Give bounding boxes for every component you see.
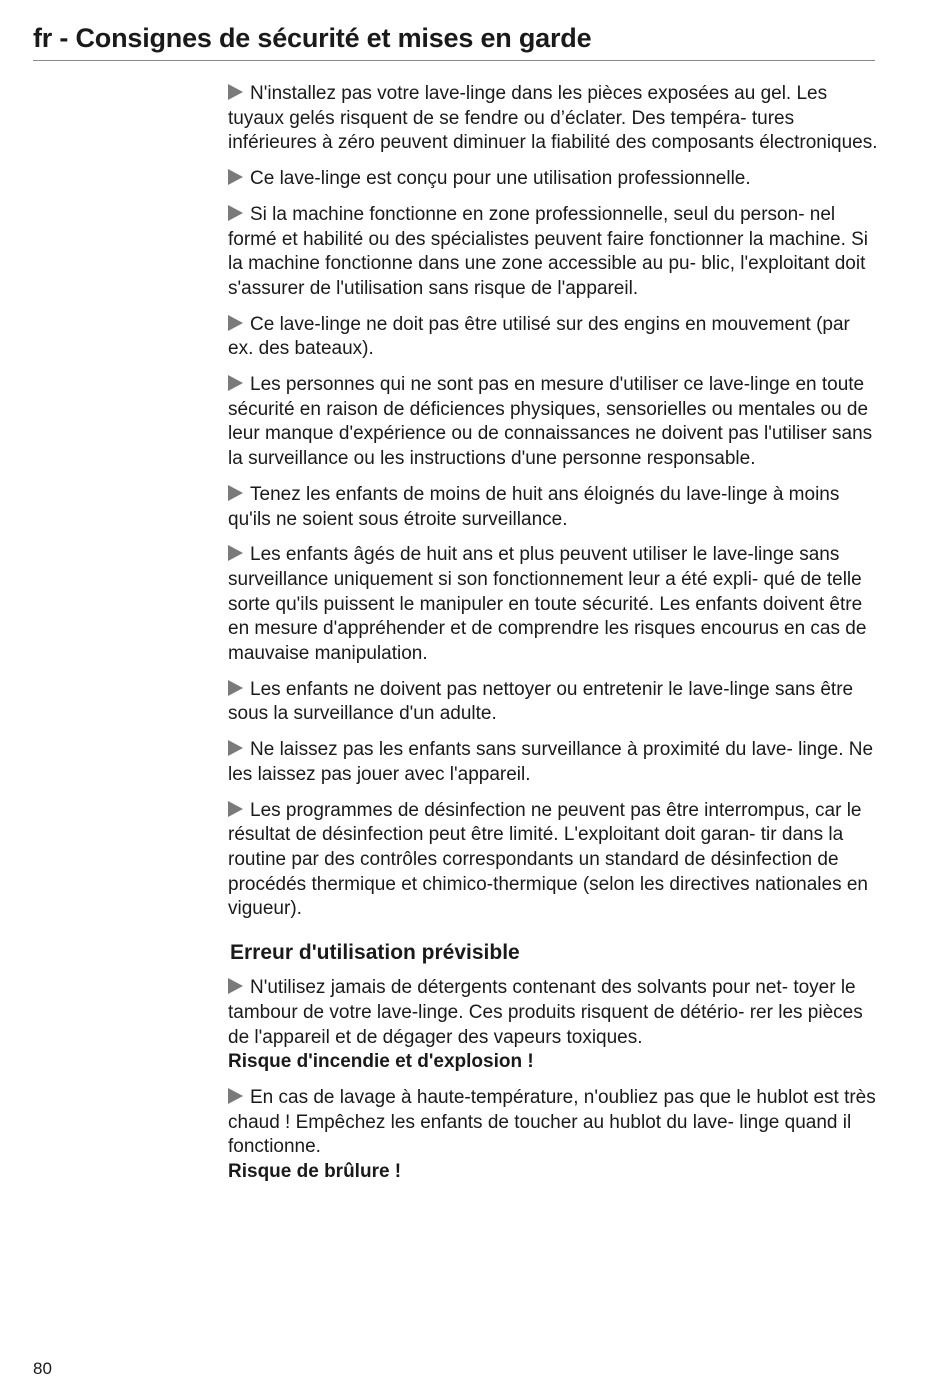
- safety-item-text: Ne laissez pas les enfants sans surveillance à proximité du lave- linge. Ne les laissez pas jouer avec l'appareil.: [228, 739, 874, 785]
- safety-item: [228, 976, 880, 1075]
- section-heading: Erreur d'utilisation prévisible: [230, 941, 520, 965]
- safety-item-text: Les personnes qui ne sont pas en mesure d'utiliser ce lave-linge en toute sécurité en raison de déficiences physiques, sensorielles ou mentales ou de leur manque d'expérience ou de connaissances ne doivent pas l'utiliser sans la surveillance ou les instructions d'une personne responsable.: [228, 374, 873, 470]
- bullet-arrow-icon: [228, 978, 243, 994]
- safety-item: [228, 799, 880, 923]
- safety-item: [228, 167, 880, 192]
- safety-item: [228, 738, 880, 787]
- safety-item: [228, 1086, 880, 1185]
- bullet-arrow-icon: [228, 1088, 243, 1104]
- bullet-arrow-icon: [228, 545, 243, 561]
- safety-item-text: Les enfants âgés de huit ans et plus peuvent utiliser le lave-linge sans surveillance uniquement si son fonctionnement leur a été expli- qué de telle sorte qu'ils puissent le manipuler en toute sécurité. Les enfants doivent être en mesure d'appréhender et de comprendre les risques encourus en cas de mauvaise manipulation.: [228, 544, 867, 665]
- safety-item-text: Les enfants ne doivent pas nettoyer ou entretenir le lave-linge sans être sous la surveillance d'un adulte.: [228, 678, 854, 725]
- safety-item: [228, 82, 880, 156]
- safety-item-text: En cas de lavage à haute-température, n'oubliez pas que le hublot est très chaud ! Empêchez les enfants de toucher au hublot du lave- linge quand il fonctionne.: [228, 1086, 876, 1158]
- safety-item-text: Ce lave-linge ne doit pas être utilisé sur des engins en mouvement (par ex. des bateaux).: [228, 313, 850, 360]
- page-number: 80: [33, 1359, 52, 1378]
- bullet-arrow-icon: [228, 205, 243, 221]
- bullet-arrow-icon: [228, 169, 243, 185]
- warning-text: Risque de brûlure !: [228, 1161, 402, 1183]
- safety-item-text: Les programmes de désinfection ne peuvent pas être interrompus, car le résultat de désinfection peut être limité. L'exploitant doit garan- tir dans la routine par des contrôles correspondants un standard de désinfection de procédés thermique et chimico-thermique (selon les directives nationales en vigueur).: [228, 799, 868, 920]
- bullet-arrow-icon: [228, 740, 243, 756]
- warning-text: Risque d'incendie et d'explosion !: [228, 1051, 534, 1073]
- safety-item: [228, 678, 880, 727]
- bullet-arrow-icon: [228, 315, 243, 331]
- document-body: [228, 82, 880, 1196]
- bullet-arrow-icon: [228, 375, 243, 391]
- bullet-arrow-icon: [228, 485, 243, 501]
- bullet-arrow-icon: [228, 801, 243, 817]
- page-title: fr - Consignes de sécurité et mises en garde: [33, 23, 592, 53]
- safety-item: [228, 203, 880, 302]
- safety-item-text: Si la machine fonctionne en zone professionnelle, seul du person- nel formé et habilité ou des spécialistes peuvent faire fonctionner la machine. Si la machine fonctionne dans une zone accessible au pu- blic, l'exploitant doit s'assurer de l'utilisation sans risque de l'appareil.: [228, 203, 869, 299]
- safety-item: [228, 313, 880, 362]
- safety-item-text: N'installez pas votre lave-linge dans les pièces exposées au gel. Les tuyaux gelés risquent de se fendre ou d’éclater. Des tempéra- tures inférieures à zéro peuvent diminuer la fiabilité des composants électroniques.: [228, 83, 878, 154]
- bullet-arrow-icon: [228, 84, 243, 100]
- safety-item: [228, 543, 880, 667]
- safety-item-text: Ce lave-linge est conçu pour une utilisation professionnelle.: [250, 168, 751, 190]
- bullet-arrow-icon: [228, 680, 243, 696]
- safety-item-text: N'utilisez jamais de détergents contenant des solvants pour net- toyer le tambour de votre lave-linge. Ces produits risquent de détério- rer les pièces de l'appareil et de dégager des vapeurs toxiques.: [228, 977, 863, 1048]
- safety-item: [228, 373, 880, 472]
- safety-item-text: Tenez les enfants de moins de huit ans éloignés du lave-linge à moins qu'ils ne soient sous étroite surveillance.: [228, 483, 840, 530]
- safety-item: [228, 483, 880, 532]
- page-header: [33, 22, 875, 61]
